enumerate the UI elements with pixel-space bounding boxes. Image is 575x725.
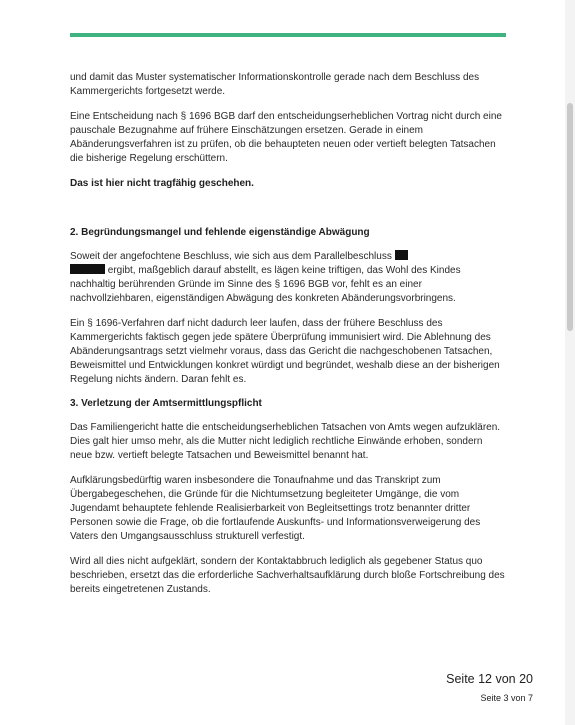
section-3-paragraph-3: Wird all dies nicht aufgeklärt, sondern der Kontaktabbruch lediglich als gegebener Status quo beschrieben, ersetzt das die erforderliche Sachverhaltsaufklärung durch bloße Fortschreibung des bereits eingetretenen Zustands. — [70, 556, 505, 595]
section-2-paragraph-2: Ein § 1696-Verfahren darf nicht dadurch leer laufen, dass der frühere Beschluss des Kammergerichts faktisch gegen jede spätere Überprüfung immunisiert wird. Die Ablehnung des Abänderungsantrags setzt vielmehr voraus, dass das Gericht die nachgeschobenen Tatsachen, Beweismittel und Entwicklungen konkret würdigt und begründet, weshalb diese an der bisherigen Regelung nichts ändern. Daran fehlt es. — [70, 318, 500, 385]
section-3-paragraph-1: Das Familiengericht hatte die entscheidungserheblichen Tatsachen von Amts wegen aufzuklären. Dies galt hier umso mehr, als die Mutter nicht lediglich rechtliche Einwände erhoben, sondern neue bzw. vertieft belegte Tatsachen und Beweismittel benannt hat. — [70, 422, 501, 461]
paragraph-conclusion: Das ist hier nicht tragfähig geschehen. — [70, 178, 254, 189]
paragraph-continuation: und damit das Muster systematischer Informationskontrolle gerade nach dem Beschluss des Kammergerichts fortgesetzt werde. — [70, 72, 480, 97]
section-3-heading: 3. Verletzung der Amtsermittlungspflicht — [70, 398, 262, 409]
header-accent-bar — [70, 33, 506, 37]
section-2-heading: 2. Begründungsmangel und fehlende eigenständige Abwägung — [70, 227, 370, 238]
redaction-block — [395, 250, 408, 260]
section-2-p1-start: Soweit der angefochtene Beschluss, wie sich aus dem Parallelbeschluss — [70, 251, 392, 262]
sub-page-number: Seite 3 von 7 — [480, 693, 533, 703]
page-number: Seite 12 von 20 — [446, 672, 533, 686]
paragraph-section-1696: Eine Entscheidung nach § 1696 BGB darf den entscheidungserheblichen Vortrag nicht durch eine pauschale Bezugnahme auf frühere Einschätzungen ersetzen. Gerade in einem Abänderungsverfahren ist zu prüfen, ob die behaupteten neuen oder vertieft belegten Tatsachen die bisherige Regelung erschüttern. — [70, 111, 502, 164]
section-2-p1-end: ergibt, maßgeblich darauf abstellt, es lägen keine triftigen, das Wohl des Kindes nachhaltig berührenden Gründe im Sinne des § 1696 BGB vor, fehlt es an einer nachvollziehbaren, eigenständigen Abwägung des konkreten Abänderungsvorbringens. — [70, 265, 461, 304]
document-body — [70, 71, 506, 597]
scrollbar-thumb[interactable] — [567, 103, 573, 331]
section-3-paragraph-2: Aufklärungsbedürftig waren insbesondere die Tonaufnahme und das Transkript zum Übergabegeschehen, die Gründe für die Nichtumsetzung begleiteter Umgänge, die vom Jugendamt behauptete fehlende Realisierbarkeit von Begleitsettings trotz benannter dritter Personen sowie die Frage, ob die fortlaufende Auskunfts- und Informationsverweigerung des Vaters den Umgangsausschluss strukturell verfestigt. — [70, 475, 481, 542]
redaction-block — [70, 264, 105, 274]
vertical-scrollbar[interactable] — [565, 0, 575, 725]
section-2-paragraph-1 — [70, 250, 506, 306]
